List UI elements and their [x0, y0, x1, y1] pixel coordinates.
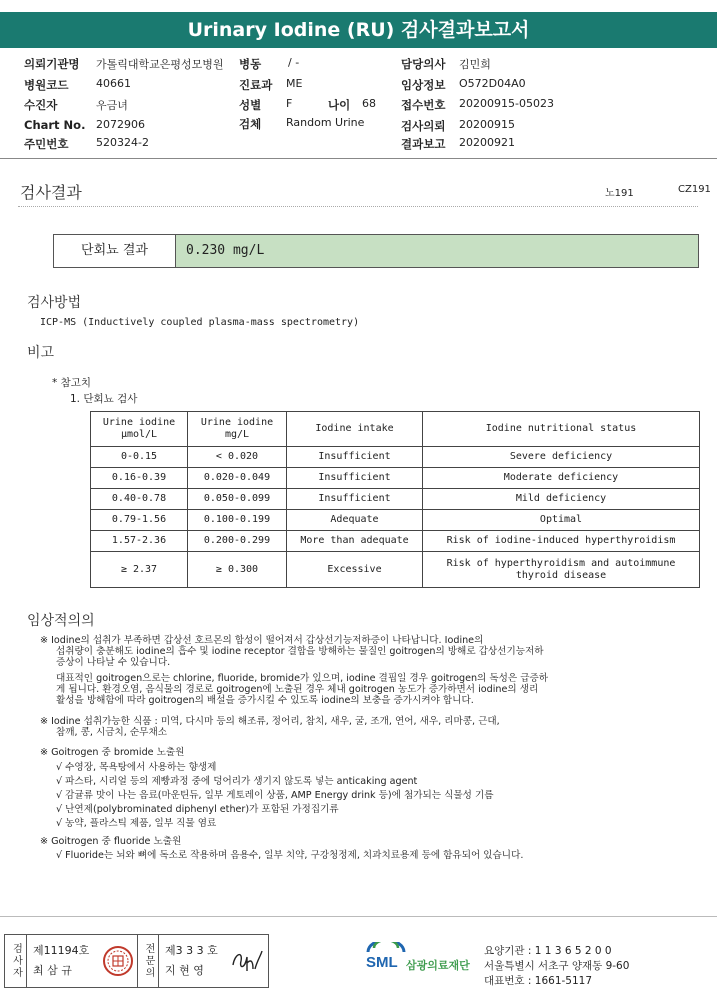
doctor-label: 담당의사 [401, 57, 446, 71]
clinical-line: 증상이 나타날 수 있습니다. [56, 657, 171, 668]
table-cell: 0.100-0.199 [188, 510, 287, 531]
logo-text: SML [366, 954, 398, 971]
clinical-line: 활성을 방해함에 따라 goitrogen의 배설을 증가시킬 수 있도록 iodine의 보충을 증가시켜야 합니다. [56, 695, 474, 706]
verifier-info [159, 935, 225, 987]
result-box [53, 234, 699, 268]
table-cell: Optimal [423, 510, 700, 531]
inspector-label [5, 935, 27, 987]
footer-divider [0, 916, 717, 917]
result-code-1: 노191 [605, 188, 634, 199]
table-row [91, 510, 700, 531]
clinical-line: √ Fluoride는 뇌와 뼈에 독소로 작용하며 음용수, 일부 치약, 구강청정제, 치과치료용제 등에 함유되어 있습니다. [56, 850, 524, 861]
table-row [91, 447, 700, 468]
method-text: ICP-MS (Inductively coupled plasma-mass spectrometry) [40, 317, 360, 328]
clinical-line: √ 감귤류 맛이 나는 음료(마운틴듀, 일부 게토레이 상품, AMP Energy drink 등)에 첨가되는 식물성 기름 [56, 790, 494, 801]
method-section-title: 검사방법 [27, 295, 82, 311]
table-cell: 0.050-0.099 [188, 489, 287, 510]
hospital-code-value: 40661 [96, 77, 131, 90]
clinical-line: √ 농약, 플라스틱 제품, 일부 직물 염료 [56, 818, 217, 829]
signature-icon [229, 947, 265, 975]
clinical-line: ※ Iodine의 섭취가 부족하면 갑상선 호르몬의 합성이 떨어져서 갑상선기능저하증이 나타납니다. Iodine의 [40, 635, 484, 646]
age-label: 나이 [328, 98, 351, 112]
verifier-label [137, 935, 159, 987]
sex-value: F [286, 97, 293, 110]
results-section-title: 검사결과 [20, 183, 82, 202]
table-cell: 0.16-0.39 [91, 468, 188, 489]
ward-value: / - [288, 56, 300, 69]
receipt-label: 접수번호 [401, 98, 446, 112]
seal-icon [102, 945, 134, 977]
resident-label: 주민번호 [24, 137, 69, 151]
remarks-section-title: 비고 [27, 345, 55, 361]
verifier-name: 지 현 영 [165, 964, 204, 977]
table-row [91, 489, 700, 510]
clinical-line: 게 됩니다. 환경오염, 음식물의 경로로 goitrogen에 노출된 경우 체내 goitrogen 농도가 증가하면서 iodine의 생리 [56, 684, 539, 695]
specimen-value: Random Urine [286, 116, 365, 129]
patient-label: 수진자 [24, 98, 58, 112]
table-cell: Risk of hyperthyroidism and autoimmune thyroid disease [423, 552, 700, 588]
specimen-label: 검체 [239, 117, 262, 131]
clinical-line: ※ Goitrogen 중 bromide 노출원 [40, 747, 185, 758]
verifier-label-text: 전문의 [143, 943, 154, 979]
reference-title: * 참고치 [52, 377, 92, 389]
table-cell: ≥ 0.300 [188, 552, 287, 588]
clinical-line: √ 파스타, 시리얼 등의 제빵과정 중에 덩어리가 생기지 않도록 넣는 anticaking agent [56, 776, 418, 787]
sex-label: 성별 [239, 98, 262, 112]
table-cell: ≥ 2.37 [91, 552, 188, 588]
table-row [91, 468, 700, 489]
table-cell: Risk of iodine-induced hyperthyroidism [423, 531, 700, 552]
table-cell: 1.57-2.36 [91, 531, 188, 552]
table-cell: More than adequate [287, 531, 423, 552]
verifier-number: 제3 3 3 호 [165, 944, 218, 957]
receipt-value: 20200915-05023 [459, 97, 554, 110]
clinical-info-value: O572D04A0 [459, 77, 526, 90]
clinical-line: √ 수영장, 목욕탕에서 사용하는 향생제 [56, 762, 217, 773]
table-cell: Adequate [287, 510, 423, 531]
table-cell: 0.020-0.049 [188, 468, 287, 489]
result-code-2: CZ191 [678, 184, 711, 195]
table-header-cell: Urine iodine mg/L [188, 412, 287, 447]
table-cell: Insufficient [287, 468, 423, 489]
clinical-line: 섭취량이 충분해도 iodine의 흡수 및 iodine receptor 결합을 방해하는 물질인 goitrogen의 방해로 갑상선기능저하 [56, 646, 544, 657]
table-cell: Moderate deficiency [423, 468, 700, 489]
request-value: 20200915 [459, 118, 515, 131]
table-cell: Mild deficiency [423, 489, 700, 510]
org-phone: 대표번호 : 1661-5117 [484, 975, 593, 987]
clinical-section-title: 임상적의의 [27, 613, 95, 629]
table-header-cell: Urine iodine μmol/L [91, 412, 188, 447]
institution-value: 가톨릭대학교은평성모병원 [96, 58, 224, 71]
inspector-info [27, 935, 99, 987]
table-cell: Excessive [287, 552, 423, 588]
hospital-code-label: 병원코드 [24, 78, 69, 92]
table-cell: Insufficient [287, 447, 423, 468]
clinical-info-label: 임상정보 [401, 78, 446, 92]
report-label: 결과보고 [401, 137, 446, 151]
age-value: 68 [362, 97, 376, 110]
result-value: 0.230 mg/L [176, 235, 698, 267]
dept-label: 진료과 [239, 78, 273, 92]
org-address: 서울특별시 서초구 양재동 9-60 [484, 960, 630, 972]
reference-table [90, 411, 700, 588]
signature-box [4, 934, 269, 988]
table-cell: < 0.020 [188, 447, 287, 468]
institution-label: 의뢰기관명 [24, 57, 80, 71]
signature [225, 935, 268, 987]
request-label: 검사의뢰 [401, 119, 446, 133]
inspector-name: 최 삼 규 [33, 964, 72, 977]
reference-subtitle: 1. 단회뇨 검사 [70, 393, 138, 405]
org-name: 삼광의료재단 [406, 959, 470, 972]
clinical-line: ※ Iodine 섭취가능한 식품 : 미역, 다시마 등의 해조류, 정어리, 참치, 새우, 굴, 조개, 연어, 새우, 리마콩, 근대, [40, 716, 500, 727]
report-value: 20200921 [459, 136, 515, 149]
table-header-cell: Iodine nutritional status [423, 412, 700, 447]
table-row [91, 531, 700, 552]
seal-stamp [99, 935, 137, 987]
patient-value: 우금녀 [96, 99, 128, 112]
inspector-label-text: 검사자 [10, 943, 22, 979]
table-cell: Severe deficiency [423, 447, 700, 468]
table-row [91, 552, 700, 588]
resident-value: 520324-2 [96, 136, 149, 149]
clinical-line: 참깨, 콩, 시금치, 순무채소 [56, 727, 167, 738]
chart-label: Chart No. [24, 118, 86, 132]
ward-label: 병동 [239, 57, 262, 71]
table-cell: 0.79-1.56 [91, 510, 188, 531]
clinical-line: 대표적인 goitrogen으로는 chlorine, fluoride, bromide가 있으며, iodine 결핍일 경우 goitrogen의 독성은 급증하 [56, 673, 549, 684]
table-cell: 0.40-0.78 [91, 489, 188, 510]
table-cell: 0.200-0.299 [188, 531, 287, 552]
inspector-number: 제11194호 [33, 944, 90, 957]
header-divider [0, 158, 717, 159]
table-header-cell: Iodine intake [287, 412, 423, 447]
doctor-value: 김민희 [459, 58, 491, 71]
chart-value: 2072906 [96, 118, 145, 131]
result-label: 단회뇨 결과 [54, 235, 176, 267]
results-divider [18, 206, 698, 207]
table-header-row [91, 412, 700, 447]
table-cell: Insufficient [287, 489, 423, 510]
report-title: Urinary Iodine (RU) 검사결과보고서 [0, 12, 717, 48]
table-cell: 0-0.15 [91, 447, 188, 468]
org-code: 요양기관 : 1 1 3 6 5 2 0 0 [484, 945, 612, 957]
clinical-line: √ 난연제(polybrominated diphenyl ether)가 포함된 가정집기류 [56, 804, 339, 815]
clinical-line: ※ Goitrogen 중 fluoride 노출원 [40, 836, 182, 847]
dept-value: ME [286, 77, 303, 90]
